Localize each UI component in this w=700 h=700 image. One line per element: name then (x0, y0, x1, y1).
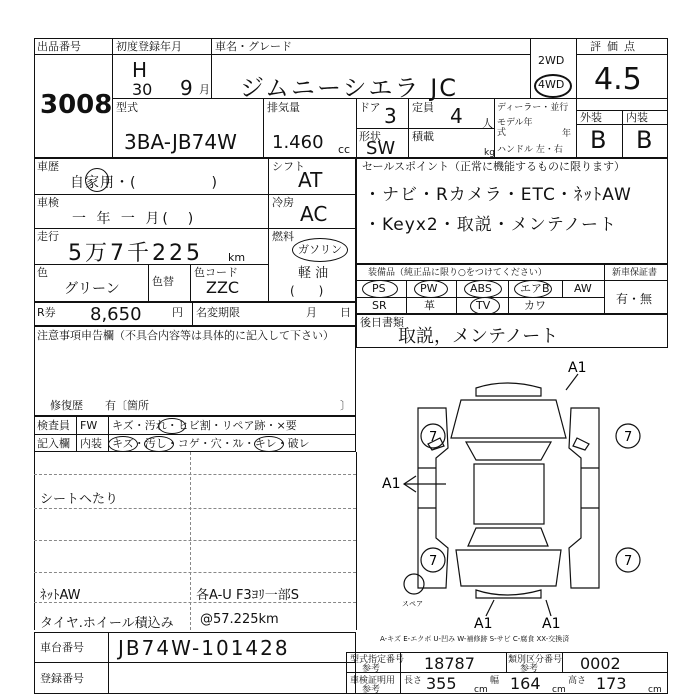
selected-pw-circle (414, 280, 448, 298)
history-label: 車歴 (37, 160, 59, 173)
equip-sr: SR (372, 299, 387, 312)
rule-line (34, 474, 356, 475)
rule-line (34, 540, 356, 541)
width-label: 幅 (490, 676, 500, 686)
equip-abs: ABS (470, 282, 492, 295)
fw-label: FW (80, 419, 98, 432)
comment-mileage: @57.225km (200, 612, 279, 627)
divider (406, 280, 407, 314)
score-label: 評価点 (590, 40, 641, 53)
equip-kawa: カワ (524, 299, 546, 312)
model: 3BA-JB74W (124, 130, 237, 154)
shift: AT (298, 168, 323, 192)
exterior-grade: B (590, 126, 607, 154)
load-label: 積載 (412, 130, 434, 143)
mileage: 5万7千225 (68, 241, 203, 266)
handle-label: ハンドル 左・右 (497, 145, 563, 155)
spare-label: スペア (402, 600, 423, 608)
car-name-label: 車名・グレード (215, 40, 292, 53)
shape-label: 形状 (359, 130, 381, 143)
selected-airbag-circle (514, 280, 552, 298)
shape: SW (366, 138, 396, 159)
divider (508, 280, 509, 314)
selected-4wd-circle (534, 74, 572, 98)
rear-bumper-part (476, 590, 541, 598)
divider (506, 652, 507, 672)
new-car-warranty-label: 新車保証書 (612, 268, 658, 278)
score: 4.5 (594, 62, 642, 97)
right-side-part (569, 408, 599, 588)
length-label: 長さ (404, 676, 423, 686)
selected-scratch-circle (108, 436, 138, 452)
divider (604, 264, 605, 314)
interior-label: 内装 (626, 111, 648, 124)
type-cert-sub: 参考 (362, 664, 381, 674)
rule-line (190, 452, 191, 630)
car-name: ジムニーシエラ JC (240, 74, 459, 102)
damage-mark-rear-left: A1 (474, 616, 493, 630)
equip-airbag: エアB (520, 282, 550, 295)
notes-label: 注意事項申告欄（不具合内容等は具体的に記入して下さい） (37, 329, 334, 342)
price-label: R券 (37, 306, 56, 319)
equip-pw: PW (420, 282, 438, 295)
divider (456, 280, 457, 314)
divider (408, 98, 409, 128)
model-year-unit: 年 (562, 129, 572, 139)
repair-history: 修復歴 有〔箇所 (50, 399, 149, 412)
inspector-label: 検査員 (37, 419, 70, 432)
lot-label: 出品番号 (37, 40, 81, 53)
width-value: 164 (510, 674, 541, 693)
ac: AC (300, 202, 328, 226)
shift-label: シフト (272, 160, 305, 173)
name-change-month: 月 (306, 306, 317, 319)
capacity-unit: 人 (482, 117, 493, 130)
fuel-gasoline: ガソリン (298, 243, 342, 256)
category-label: 類別区分番号 (508, 655, 563, 665)
interior-grade: B (636, 126, 653, 154)
divider (34, 228, 356, 229)
rear-window-part (468, 528, 548, 546)
inspection-label: 車検 (37, 196, 59, 209)
divider (34, 54, 112, 55)
divider (356, 128, 494, 129)
doors-label: ドア (359, 101, 381, 114)
equip-tv: TV (476, 299, 491, 312)
selected-wear-circle (254, 436, 284, 452)
capacity: 4 (450, 104, 463, 128)
hood-part (451, 400, 566, 438)
reg-month: 9 (180, 76, 193, 100)
inspector-row1: キズ・汚れ・ヒビ割・リペア跡・×要 (112, 419, 297, 432)
drive-4wd: 4WD (538, 78, 565, 91)
reg-year: 30 (132, 80, 153, 99)
entry-label: 記入欄 (37, 437, 70, 450)
divider (112, 54, 530, 55)
comment-damage: 各A-U F3ﾖﾘ一部S (196, 588, 299, 603)
divider (190, 264, 191, 302)
name-change-day: 日 (340, 306, 351, 319)
selling-points-label: セールスポイント（正常に機能するものに限ります） (362, 160, 626, 173)
selected-gasoline-circle (292, 238, 348, 262)
divider (211, 38, 212, 98)
equip-ps: PS (372, 282, 386, 295)
capacity-label: 定員 (412, 101, 434, 114)
selling-points-line2: ・Keyx2・取説・メンテノート (364, 215, 617, 235)
fuel-label: 燃料 (272, 230, 294, 243)
reg-label: 登録番号 (40, 672, 84, 685)
divider (562, 280, 563, 297)
selected-tv-circle (470, 297, 500, 315)
repair-bracket: 〕 (340, 399, 351, 412)
chassis-label: 車台番号 (40, 641, 84, 654)
after-docs-label: 後日書類 (360, 316, 404, 329)
circle-mark-2: 7 (624, 430, 633, 445)
cc-unit: cc (338, 143, 351, 156)
circle-mark-4: 7 (624, 554, 633, 569)
history-value: 自家用・( ) (70, 175, 218, 191)
km-unit: km (228, 251, 246, 264)
divider (356, 280, 668, 281)
color-code-label: 色コード (194, 266, 238, 279)
displacement-label: 排気量 (267, 101, 300, 114)
selected-ps-circle (362, 280, 398, 298)
after-docs-value: 取説，メンテノート (398, 326, 559, 347)
damage-mark-left: A1 (382, 476, 401, 492)
rule-line (34, 508, 356, 509)
category-sub: 参考 (520, 664, 539, 674)
mileage-label: 走行 (37, 230, 59, 243)
chassis-number: JB74W-101428 (118, 636, 290, 660)
color-change-label: 色替 (152, 275, 174, 288)
comment-tires: タイヤ.ホイール積込み (40, 616, 174, 631)
selected-private-circle (85, 168, 109, 192)
dealer-label: ディーラー・並行 (497, 103, 569, 113)
comment-seat: シートヘたり (40, 492, 119, 507)
selected-dirt-circle (144, 436, 174, 452)
car-damage-diagram (356, 348, 668, 630)
height-value: 173 (596, 674, 627, 693)
divider (76, 416, 77, 452)
interior-tag: 内装 (80, 437, 102, 450)
drive-2wd: 2WD (538, 54, 565, 67)
warranty-value: 有・無 (616, 292, 653, 306)
color: グリーン (64, 281, 120, 297)
displacement: 1.460 (272, 132, 324, 153)
divider (576, 54, 668, 55)
type-cert-number: 18787 (424, 654, 475, 673)
doors: 3 (384, 104, 397, 128)
name-change-label: 名変期限 (196, 306, 240, 319)
spare-tire-part (404, 574, 424, 594)
divider (263, 98, 264, 158)
divider (34, 434, 356, 435)
divider (108, 632, 109, 694)
damage-legend: A-キズ E-エクボ U-凹み W-補修跡 S-サビ C-腐食 XX-交換済 (380, 635, 570, 643)
rule-line (34, 602, 356, 603)
equip-aw: AW (574, 282, 592, 295)
type-cert-label: 型式指定番号 (350, 655, 405, 665)
divider (34, 662, 356, 663)
exterior-label: 外装 (580, 111, 602, 124)
era: H (132, 58, 148, 82)
selected-stain-circle (158, 418, 186, 434)
divider (408, 128, 409, 158)
inspection-value: 一 年 一 月( ) (72, 211, 197, 227)
selling-points-line1: ・ナビ・Rカメラ・ETC・ﾈｯﾄAW (364, 185, 632, 205)
model-label: 型式 (116, 101, 138, 114)
divider (622, 110, 623, 158)
color-code: ZZC (206, 278, 240, 297)
width-unit: cm (552, 685, 566, 695)
damage-mark-rear-right: A1 (542, 616, 561, 630)
divider (530, 38, 531, 98)
circle-mark-3: 7 (429, 554, 438, 569)
divider (562, 652, 563, 672)
price-unit: 円 (172, 306, 183, 319)
divider (268, 158, 269, 302)
category-number: 0002 (580, 654, 621, 673)
divider (34, 452, 35, 630)
kg-unit: kg (484, 148, 495, 158)
damage-mark-front: A1 (568, 360, 587, 376)
inspector-row2: キズ・汚し・コゲ・穴・ｽﾚ・キレ・破レ (112, 437, 310, 450)
fuel-other: ( ) (290, 284, 324, 298)
circle-mark-1: 7 (429, 430, 438, 445)
divider (148, 264, 149, 302)
front-bumper-part (476, 383, 541, 396)
length-unit: cm (474, 685, 488, 695)
price-value: 8,650 (90, 304, 142, 325)
roof-part (474, 464, 544, 524)
selected-abs-circle (464, 280, 502, 298)
first-reg-label: 初度登録年月 (116, 40, 182, 53)
equip-leather: 革 (424, 299, 435, 312)
height-label: 高さ (568, 676, 587, 686)
comment-navi-aw: ﾈｯﾄAW (40, 588, 81, 603)
month-unit: 月 (199, 83, 210, 96)
height-unit: cm (648, 685, 662, 695)
cert-sub: 参考 (362, 685, 381, 695)
rule-line (34, 572, 356, 573)
length-value: 355 (426, 674, 457, 693)
color-label: 色 (37, 266, 48, 279)
model-year-label: モデル年式 (497, 118, 533, 138)
ac-label: 冷房 (272, 196, 294, 209)
rear-hatch-part (456, 550, 561, 586)
fuel-diesel: 軽 油 (298, 266, 329, 281)
cert-label: 車検証明用 (350, 676, 396, 686)
equipment-label: 装備品（純正品に限り○をつけてください） (368, 268, 547, 278)
lot-number: 3008 (40, 90, 113, 120)
divider (192, 302, 193, 326)
windshield-part (466, 442, 551, 460)
divider (34, 194, 356, 195)
